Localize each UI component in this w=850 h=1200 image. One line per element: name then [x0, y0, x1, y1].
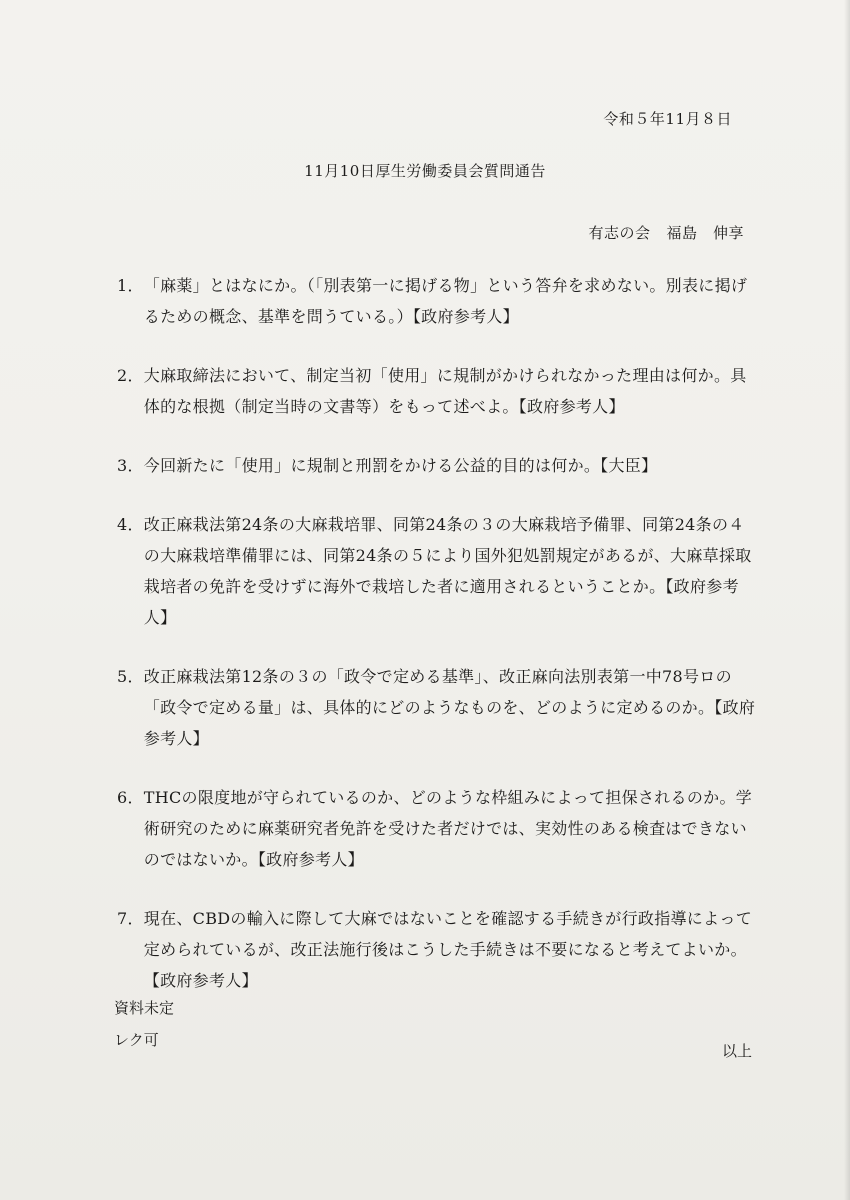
question-text: 現在、CBDの輸入に際して大麻ではないことを確認する手続きが行政指導によって定められているが、改正法施行後はこうした手続きは不要になると考えてよいか。【政府参考人】 — [143, 909, 753, 990]
footer-notes — [114, 992, 174, 1056]
footer-end-mark: 以上 — [721, 1042, 752, 1060]
question-item — [117, 360, 757, 422]
question-number: 5． — [117, 667, 144, 686]
footer-note-lecture: レク可 — [114, 1031, 159, 1049]
question-text: 改正麻栽法第12条の３の「政令で定める基準」、改正麻向法別表第一中78号ロの「政令で定める量」は、具体的にどのようなものを、どのように定めるのか。【政府参考人】 — [143, 667, 756, 748]
question-text: THCの限度地が守られているのか、どのような枠組みによって担保されるのか。学術研究のために麻薬研究者免許を受けた者だけでは、実効性のある検査はできないのではないか。【政府参考人】 — [143, 788, 753, 869]
question-text: 改正麻栽法第24条の大麻栽培罪、同第24条の３の大麻栽培予備罪、同第24条の４の大麻栽培準備罪には、同第24条の５により国外犯処罰規定があるが、大麻草採取栽培者の免許を受けずに海外で栽培した者に適用されるということか。【政府参考人】 — [143, 515, 752, 627]
question-number: 4． — [117, 515, 144, 534]
question-item — [117, 661, 757, 754]
question-item — [117, 270, 757, 332]
question-item — [117, 782, 757, 875]
question-number: 1． — [117, 276, 144, 295]
document-author — [588, 222, 744, 243]
author-name: 福島 伸享 — [666, 224, 744, 242]
question-item — [117, 903, 757, 996]
document-title: 11月10日厚生労働委員会質問通告 — [304, 162, 546, 180]
question-number: 7． — [117, 909, 144, 928]
footer-note-materials: 資料未定 — [114, 999, 175, 1017]
question-text: 「麻薬」とはなにか。（「別表第一に掲げる物」という答弁を求めない。別表に掲げるための概念、基準を問うている。）【政府参考人】 — [143, 276, 748, 326]
question-number: 3． — [117, 456, 144, 475]
question-number: 2． — [117, 366, 144, 385]
question-text: 今回新たに「使用」に規制と刑罰をかける公益的目的は何か。【大臣】 — [143, 456, 658, 475]
question-number: 6． — [117, 788, 144, 807]
question-item — [117, 509, 757, 633]
question-item — [117, 450, 757, 481]
document-date: 令和５年11月８日 — [603, 110, 732, 128]
author-party: 有志の会 — [588, 224, 651, 242]
question-text: 大麻取締法において、制定当初「使用」に規制がかけられなかった理由は何か。具体的な根拠（制定当時の文書等）をもって述べよ。【政府参考人】 — [143, 366, 747, 416]
question-list — [117, 270, 757, 996]
